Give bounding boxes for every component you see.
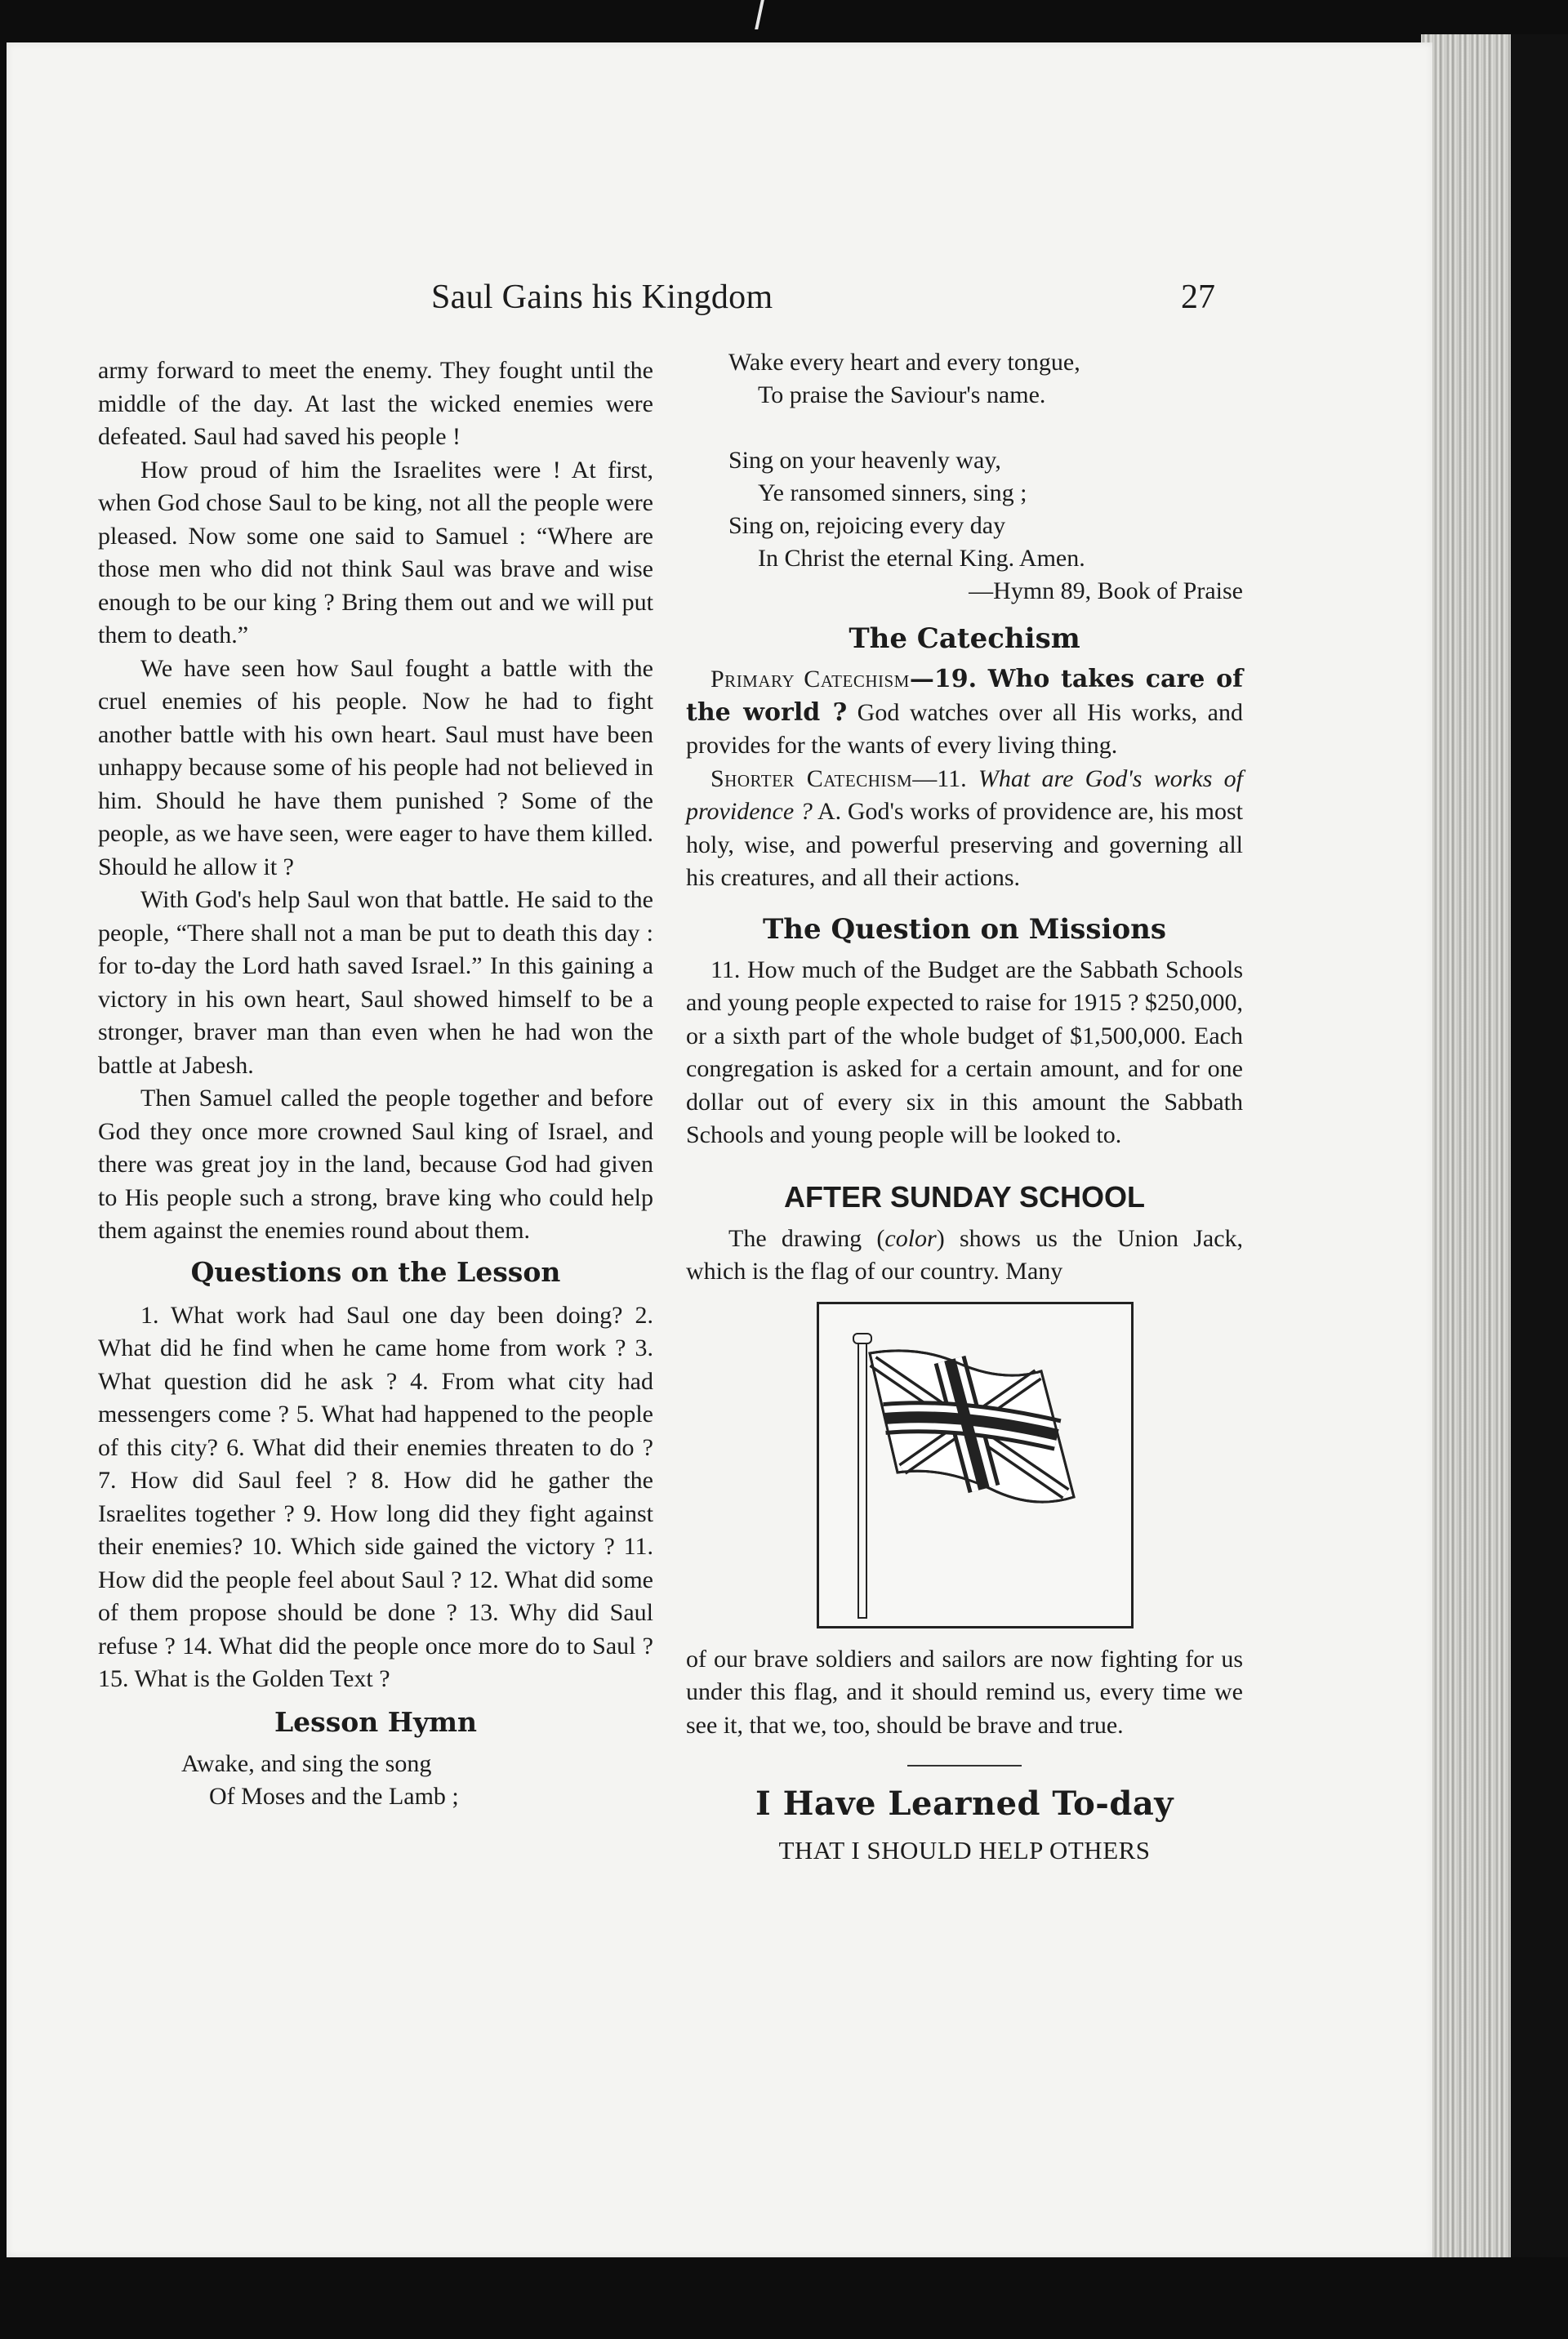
shorter-catechism-label: Shorter Catechism — [710, 764, 913, 792]
story-paragraph-3: We have seen how Saul fought a battle with the cruel enemies of his people. Now he had to fight another battle with his own heart. Saul must have been unhappy because some of his people had not believed in him. Should he have them punished ? Some of the people, as we have seen, were eager to have them killed. Should he allow it ? — [98, 654, 653, 880]
catechism-heading: The Catechism — [849, 622, 1080, 655]
missions-heading: The Question on Missions — [763, 912, 1166, 946]
union-jack-flag-icon — [819, 1304, 1131, 1626]
story-paragraph-4: With God's help Saul won that battle. He said to the people, “There shall not a man be put to death this day : for to-day the Lord hath saved Israel.” In this gaining a victory in his own heart, Saul showed himself to be a stronger, braver man than even when he had won the battle at Jabesh. — [98, 886, 653, 1079]
hymn-verse-continued — [686, 346, 1243, 412]
scan-background-edge — [1511, 34, 1568, 2257]
shorter-catechism-question: What are God's works of providence ? — [686, 764, 1243, 825]
page-number: 27 — [1181, 278, 1215, 316]
after-sunday-school-heading: AFTER SUNDAY SCHOOL — [783, 1179, 1146, 1214]
shorter-catechism — [686, 763, 1243, 895]
story-paragraph-2: How proud of him the Israelites were ! At first, when God chose Saul to be king, not all the people were pleased. Now some one said to Samuel : “Where are those men who did not think Saul was brave and wise enough to be our king ? Bring them out and we will put them to death.” — [98, 456, 653, 648]
learned-today-title: I Have Learned To-day — [755, 1784, 1174, 1823]
hymn-line: Wake every heart and every tongue, — [728, 349, 1080, 376]
hymn-line: Awake, and sing the song — [181, 1749, 432, 1777]
right-column — [686, 346, 1243, 1865]
hymn-line: Sing on your heavenly way, — [728, 447, 1001, 474]
primary-catechism-question: —19. Who takes care of the world ? — [686, 665, 1243, 727]
hymn-line: In Christ the eternal King. Amen. — [758, 545, 1085, 572]
book-page — [7, 42, 1432, 2257]
shorter-catechism-number: —11. — [912, 764, 978, 792]
missions-text: 11. How much of the Budget are the Sabbath Schools and young people expected to raise for 1915 ? $250,000, or a sixth part of the whole budget of $1,500,000. Each congregation is asked for a certain amount, and for one dollar out of every six in this amount the Sabbath Schools and young people will be looked to. — [686, 956, 1243, 1148]
questions-heading: Questions on the Lesson — [190, 1255, 561, 1288]
hymn-line: Of Moses and the Lamb ; — [209, 1782, 459, 1810]
after-sunday-school-text: The drawing (color) shows us the Union Jack, which is the flag of our country. Many — [686, 1224, 1244, 1285]
hymn-line: Sing on, rejoicing every day — [728, 512, 1006, 539]
primary-catechism-answer: God watches over all His works, and provides for the wants of every living thing. — [686, 698, 1243, 759]
section-divider — [907, 1765, 1022, 1767]
hymn-heading: Lesson Hymn — [274, 1705, 478, 1738]
hymn-line: Ye ransomed sinners, sing ; — [758, 479, 1027, 506]
left-column — [98, 354, 653, 1813]
after-sunday-school-text-continued: of our brave soldiers and sailors are now fighting for us under this flag, and it should remind us, every time we see it, that we, too, should be brave and true. — [686, 1645, 1243, 1739]
scan-speck — [755, 0, 764, 29]
page-edge-stack — [1421, 34, 1511, 2257]
learned-today-line: THAT I SHOULD HELP OTHERS — [778, 1836, 1151, 1865]
primary-catechism-label: Primary Catechism — [710, 666, 910, 693]
running-title: Saul Gains his Kingdom — [431, 278, 773, 316]
union-jack-drawing — [817, 1302, 1134, 1628]
hymn-line: To praise the Saviour's name. — [758, 381, 1046, 408]
hymn-verse-second — [686, 444, 1243, 575]
shorter-catechism-answer: A. God's works of providence are, his most holy, wise, and powerful preserving and governing all his creatures, and all their actions. — [686, 798, 1243, 891]
story-paragraph-1: army forward to meet the enemy. They fought until the middle of the day. At last the wicked enemies were defeated. Saul had saved his people ! — [98, 357, 653, 450]
primary-catechism — [686, 663, 1243, 763]
hymn-credit: —Hymn 89, Book of Praise — [969, 577, 1243, 604]
questions-text: 1. What work had Saul one day been doing? 2. What did he find when he came home from work ? 3. What question did he ask ? 4. From what city had messengers come ? 5. What had happened to the people of this city? 6. What did their enemies threaten to do ? 7. How did Saul feel ? 8. How did he gather the Israelites together ? 9. How long did they fight against their enemies? 10. Which side gained the victory ? 11. How did the people feel about Saul ? 12. What did some of them propose should be done ? 13. Why did Saul refuse ? 14. What did the people once more do to Saul ? 15. What is the Golden Text ? — [98, 1301, 653, 1692]
hymn-verse-start — [98, 1748, 653, 1813]
story-paragraph-5: Then Samuel called the people together and before God they once more crowned Saul king of Israel, and there was great joy in the land, because God had given to His people such a strong, brave king who could help them against the enemies round about them. — [98, 1085, 653, 1244]
